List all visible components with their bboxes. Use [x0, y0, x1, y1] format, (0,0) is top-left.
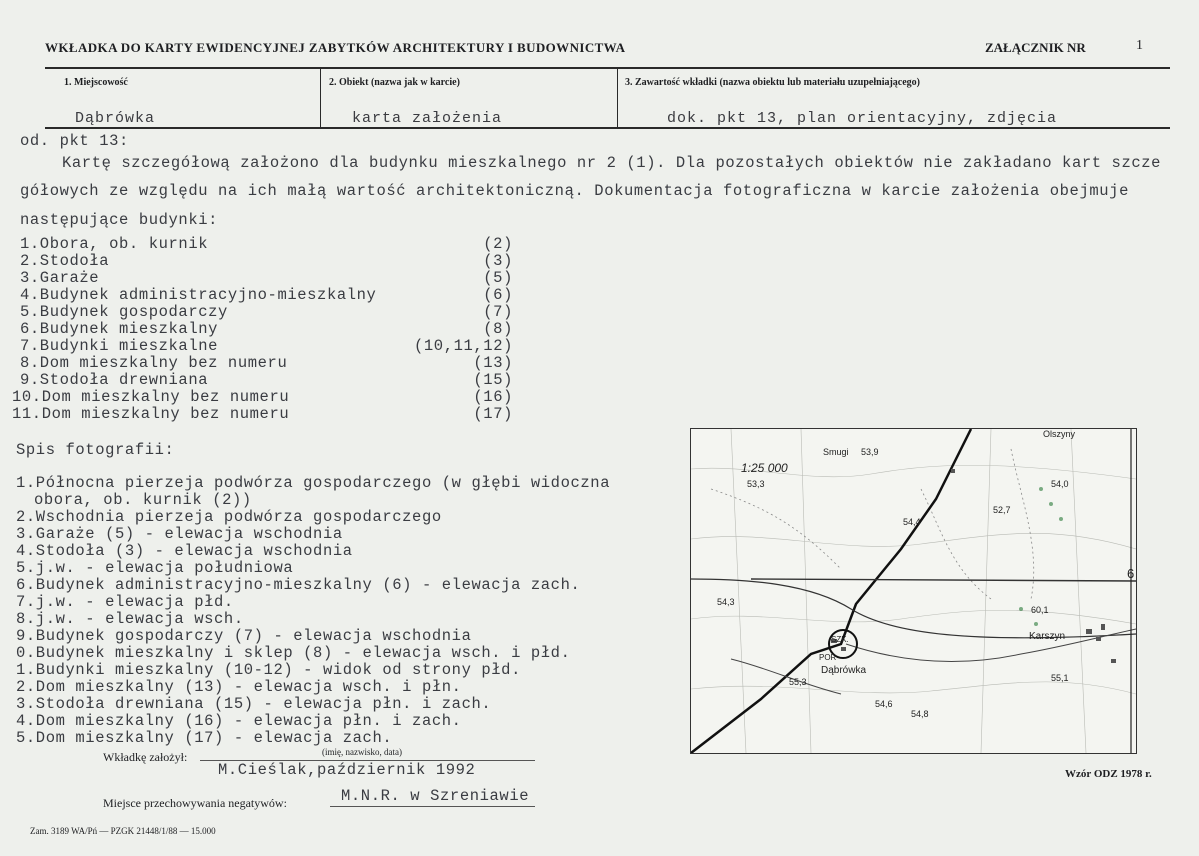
map-road [691, 579, 1136, 638]
photo-item: 5.Dom mieszkalny (17) - elewacja zach. [16, 729, 393, 747]
map-vegetation [1034, 622, 1038, 626]
map-drawing [691, 429, 1136, 753]
building-number: (7) [483, 303, 513, 321]
photo-item: obora, ob. kurnik (2)) [34, 491, 252, 509]
attachment-label: ZAŁĄCZNIK NR [985, 40, 1086, 55]
photo-item: 1.Północna pierzeja podwórza gospodarczego (w głębi widoczna [16, 474, 611, 492]
contents-value: dok. pkt 13, plan orientacyjny, zdjęcia [667, 110, 1058, 127]
map-elevation: 53,9 [861, 447, 879, 457]
map-vegetation [1019, 607, 1023, 611]
map-elevation: 55,1 [1051, 673, 1069, 683]
locality-value: Dąbrówka [75, 110, 156, 127]
building-list [12, 235, 377, 423]
list-item: 10.Dom mieszkalny bez numeru [12, 388, 290, 406]
storage-label: Miejsce przechowywania negatywów: [103, 796, 287, 810]
photo-item: 2.Dom mieszkalny (13) - elewacja wsch. i płn. [16, 678, 462, 696]
paragraph-line: gółowych ze względu na ich małą wartość architektoniczną. Dokumentacja fotograficzna w karcie założenia obejmuje [20, 182, 1129, 200]
map-elevation: 60,1 [1031, 605, 1049, 615]
photo-item: 8.j.w. - elewacja wsch. [16, 610, 244, 628]
signature-hint: (imię, nazwisko, data) [322, 747, 402, 757]
field-label-object: 2. Obiekt (nazwa jak w karcie) [329, 77, 460, 88]
orientation-map [690, 428, 1137, 754]
photo-item: 7.j.w. - elewacja płd. [16, 593, 234, 611]
list-item: 2.Stodoła [20, 252, 110, 270]
map-vegetation [1039, 487, 1043, 491]
map-building [1101, 624, 1105, 630]
storage-rule [330, 806, 535, 807]
form-title: WKŁADKA DO KARTY EWIDENCYJNEJ ZABYTKÓW ARCHITEKTURY I BUDOWNICTWA [45, 40, 626, 55]
list-item: 11.Dom mieszkalny bez numeru [12, 405, 290, 423]
map-elevation: 54,6 [875, 699, 893, 709]
photo-item: 4.Dom mieszkalny (16) - elewacja płn. i zach. [16, 712, 462, 730]
map-label-dabrowka: Dąbrówka [821, 665, 867, 676]
paragraph-line: Kartę szczegółową założono dla budynku mieszkalnego nr 2 (1). Dla pozostałych obiektów nie zakładano kart szcze [62, 154, 1162, 172]
photo-item: 0.Budynek mieszkalny i sklep (8) - elewacja wsch. i płd. [16, 644, 571, 662]
building-number: (10,11,12) [413, 337, 513, 355]
building-number: (3) [483, 252, 513, 270]
attachment-number: 1 [1136, 38, 1143, 53]
photo-item: 9.Budynek gospodarczy (7) - elewacja wschodnia [16, 627, 472, 645]
header-top-rule [45, 67, 1170, 69]
building-numbers [403, 236, 513, 423]
contents-continuation: od. pkt 13: [20, 132, 129, 150]
photo-item: 3.Stodoła drewniana (15) - elewacja płn. i zach. [16, 695, 492, 713]
building-number: (2) [483, 235, 513, 253]
building-number: (6) [483, 286, 513, 304]
paragraph-line: następujące budynki: [20, 211, 219, 229]
field-label-locality: 1. Miejscowość [64, 77, 128, 88]
list-item: 7.Budynki mieszkalne [20, 337, 219, 355]
photo-item: 4.Stodoła (3) - elewacja wschodnia [16, 542, 353, 560]
list-item: 6.Budynek mieszkalny [20, 320, 219, 338]
photo-item: 5.j.w. - elewacja południowa [16, 559, 294, 577]
signature-label: Wkładkę założył: [103, 750, 188, 764]
photos-heading: Spis fotografii: [16, 441, 175, 459]
map-elevation: 54,8 [911, 709, 929, 719]
map-building [1086, 629, 1092, 634]
building-number: (17) [473, 405, 513, 423]
list-item: 8.Dom mieszkalny bez numeru [20, 354, 288, 372]
list-item: 3.Garaże [20, 269, 100, 287]
map-building [1111, 659, 1116, 663]
map-label-karszyn: Karszyn [1029, 631, 1066, 642]
map-elevation: 54,4 [903, 517, 921, 527]
map-vegetation [1049, 502, 1053, 506]
map-elevation: 54,3 [717, 597, 735, 607]
building-number: (15) [473, 371, 513, 389]
list-item: 1.Obora, ob. kurnik [20, 235, 209, 253]
photo-item: 2.Wschodnia pierzeja podwórza gospodarczego [16, 508, 442, 526]
photo-item: 1.Budynki mieszkalny (10-12) - widok od strony płd. [16, 661, 521, 679]
map-building [1096, 637, 1101, 641]
map-scale-note: 1:25 000 [741, 461, 788, 475]
map-label-por: POR [819, 653, 837, 662]
list-item: 4.Budynek administracyjno-mieszkalny [20, 286, 377, 304]
map-label-smugi: Smugi [823, 447, 849, 457]
map-building [841, 647, 846, 651]
form-pattern: Wzór ODZ 1978 r. [1065, 768, 1152, 780]
photo-list [16, 475, 610, 747]
map-label-school: SZK. [831, 635, 849, 644]
field-label-contents: 3. Zawartość wkładki (nazwa obiektu lub materiału uzupełniającego) [625, 77, 921, 88]
list-item: 9.Stodoła drewniana [20, 371, 209, 389]
map-elevation: 55,3 [789, 677, 807, 687]
map-elevation: 52,7 [993, 505, 1011, 515]
building-number: (5) [483, 269, 513, 287]
map-building [951, 469, 955, 473]
building-number: (13) [473, 354, 513, 372]
header-bottom-rule [45, 127, 1170, 129]
map-label-olszyny: Olszyny [1043, 429, 1076, 439]
map-elevation: 53,3 [747, 479, 765, 489]
photo-item: 6.Budynek administracyjno-mieszkalny (6) - elewacja zach. [16, 576, 581, 594]
map-vegetation [1059, 517, 1063, 521]
signature-value: M.Cieślak,październik 1992 [218, 761, 476, 779]
column-divider [617, 68, 618, 128]
print-info: Zam. 3189 WA/Pń — PZGK 21448/1/88 — 15.000 [30, 826, 216, 836]
column-divider [320, 68, 321, 128]
storage-value: M.N.R. w Szreniawie [341, 787, 530, 805]
map-road [846, 629, 1136, 661]
map-edge-marker: 6 [1127, 566, 1135, 581]
object-value: karta założenia [352, 110, 503, 127]
building-number: (16) [473, 388, 513, 406]
building-number: (8) [483, 320, 513, 338]
map-elevation: 54,0 [1051, 479, 1069, 489]
list-item: 5.Budynek gospodarczy [20, 303, 228, 321]
photo-item: 3.Garaże (5) - elewacja wschodnia [16, 525, 343, 543]
